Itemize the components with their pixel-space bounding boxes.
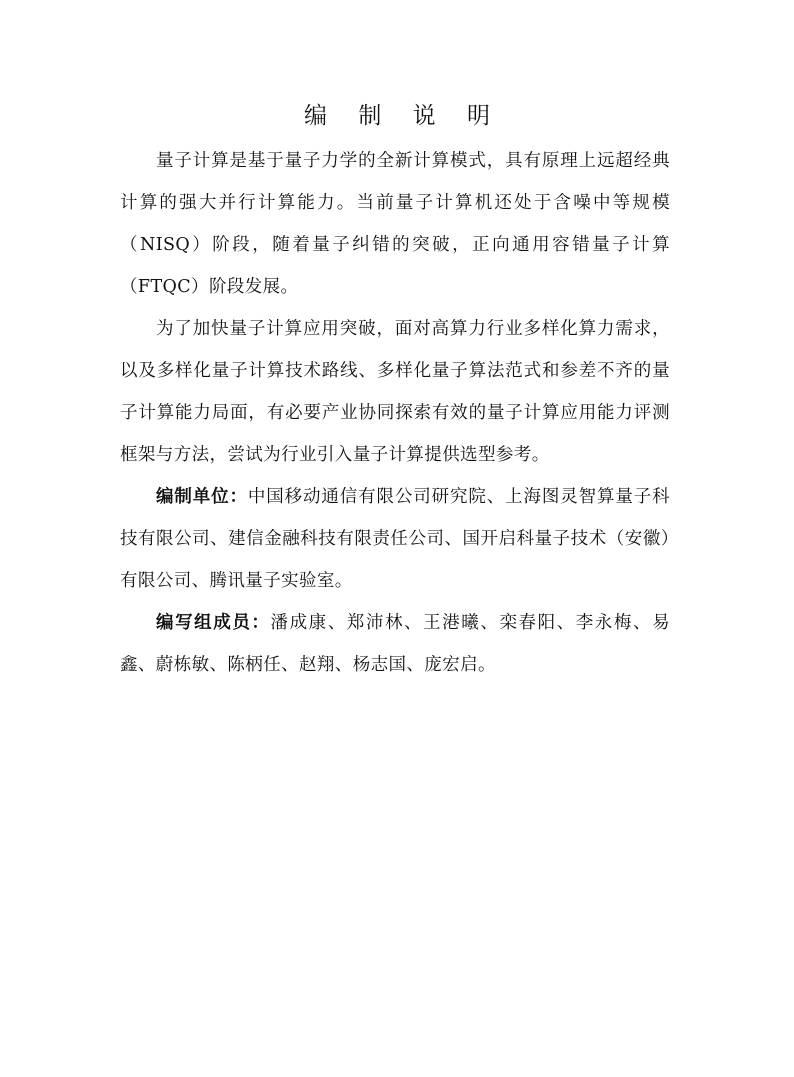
intro-paragraph: 量子计算是基于量子力学的全新计算模式，具有原理上远超经典计算的强大并行计算能力。当前量子计算机还处于含噪中等规模（NISQ）阶段，随着量子纠错的突破，正向通用容错量子计算（FTQC）阶段发展。 [120, 151, 670, 297]
purpose-paragraph: 为了加快量子计算应用突破，面对高算力行业多样化算力需求，以及多样化量子计算技术路线、多样化量子算法范式和参差不齐的量子计算能力局面，有必要产业协同探索有效的量子计算应用能力评测框架与方法，尝试为行业引入量子计算提供选型参考。 [120, 319, 670, 465]
units-label: 编制单位： [156, 487, 248, 507]
members-text: 潘成康、郑沛林、王港曦、栾春阳、李永梅、易鑫、蔚栋敏、陈柄任、赵翔、杨志国、庞宏启。 [120, 613, 670, 675]
members-label: 编写组成员： [156, 613, 271, 633]
page-title: 编 制 说 明 [304, 103, 502, 129]
units-text: 中国移动通信有限公司研究院、上海图灵智算量子科技有限公司、建信金融科技有限责任公司、国开启科量子技术（安徽）有限公司、腾讯量子实验室。 [120, 487, 671, 591]
units-paragraph [120, 476, 670, 602]
members-paragraph [120, 602, 670, 686]
document-body [120, 140, 670, 686]
